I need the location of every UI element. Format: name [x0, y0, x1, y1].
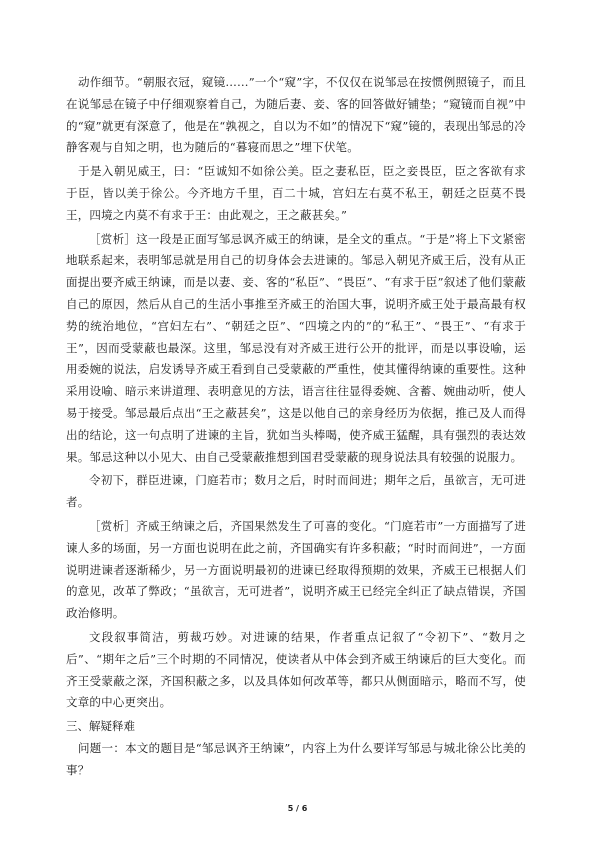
question-one: 问题一：本文的题目是“邹忌讽齐王纳谏”，内容上为什么要详写邹忌与城北徐公比美的事？ [66, 740, 526, 777]
appreciation-tag: ［赏析］ [89, 518, 137, 533]
paragraph-appreciation-1 [66, 229, 526, 469]
appreciation-text: 这一段是正面写邹忌讽齐威王的纳谏，是全文的重点。“于是”将上下文紧密地联系起来，表明邹忌就是用自己的切身体会去进谏的。邹忌入朝见齐威王后，没有从正面提出要齐威王纳谏，而是以妻、妾、客的“私臣”、“畏臣”、“有求于臣”叙述了他们蒙蔽自己的原因，然后从自己的生活小事推至齐威王的治国大事，说明齐威王处于最高最有权势的统治地位，“宫妇左右”、“朝廷之臣”、“四境之内的”的“私王”、“畏王”、“有求于王”，因而受蒙蔽也最深。这里，邹忌没有对齐威王进行公开的批评，而是以事设喻，运用委婉的说法，启发诱导齐威王看到自己受蒙蔽的严重性，使其懂得纳谏的重要性。这种采用设喻、暗示来讲道理、表明意见的方法，语言往往显得委婉、含蓄、婉曲动听，使人易于接受。邹忌最后点出“王之蔽甚矣”，这是以他自己的亲身经历为依据，推己及人而得出的结论，这一句点明了进谏的主旨，犹如当头棒喝，使齐威王猛醒，具有强烈的表达效果。邹忌这种以小见大、由自己受蒙蔽推想到国君受蒙蔽的现身说法具有较强的说服力。 [66, 231, 526, 464]
paragraph-original-text-1: 于是入朝见威王，曰：“臣诚知不如徐公美。臣之妻私臣，臣之妾畏臣，臣之客欲有求于臣，皆以美于徐公。今齐地方千里，百二十城，宫妇左右莫不私王，朝廷之臣莫不畏王，四境之内莫不有求于王：由此观之，王之蔽甚矣。” [66, 164, 526, 222]
appreciation-tag: ［赏析］ [89, 231, 137, 246]
paragraph-summary: 文段叙事简洁，剪裁巧妙。对进谏的结果，作者重点记叙了“令初下”、“数月之后”、“期年之后”三个时期的不同情况，使读者从中体会到齐威王纳谏后的巨大变化。而齐王受蒙蔽之深，齐国积蔽之多，以及具体如何改革等，都只从侧面暗示，略而不写，使文章的中心更突出。 [66, 629, 526, 710]
paragraph-appreciation-2 [66, 516, 526, 625]
page-number: 5 / 6 [287, 804, 308, 813]
appreciation-text: 齐威王纳谏之后，齐国果然发生了可喜的变化。“门庭若市”一方面描写了进谏人多的场面，另一方面也说明在此之前，齐国确实有许多积蔽；“时时而间进”，一方面说明进谏者逐渐稀少，另一方面说明最初的进谏已经取得预期的效果，齐威王已根据人们的意见，改革了弊政；“虽欲言，无可进者”，说明齐威王已经完全纠正了缺点错误，齐国政治修明。 [66, 518, 526, 621]
paragraph-analysis-detail: 动作细节。“朝服衣冠，窥镜……”一个“窥”字，不仅仅在说邹忌在按惯例照镜子，而且在说邹忌在镜子中仔细观察着自己，为随后妻、妾、客的回答做好铺垫；“窥镜而自视”中的“窥”就更有深意了，他是在“孰视之，自以为不如”的情况下“窥”镜的，表现出邹忌的冷静客观与自知之明，也为随后的“暮寝而思之”埋下伏笔。 [66, 75, 526, 155]
section-heading: 三、解疑释难 [66, 719, 135, 734]
document-body [66, 72, 526, 784]
paragraph-original-text-2: 令初下，群臣进谏，门庭若市；数月之后，时时而间进；期年之后，虽欲言，无可进者。 [66, 473, 526, 510]
